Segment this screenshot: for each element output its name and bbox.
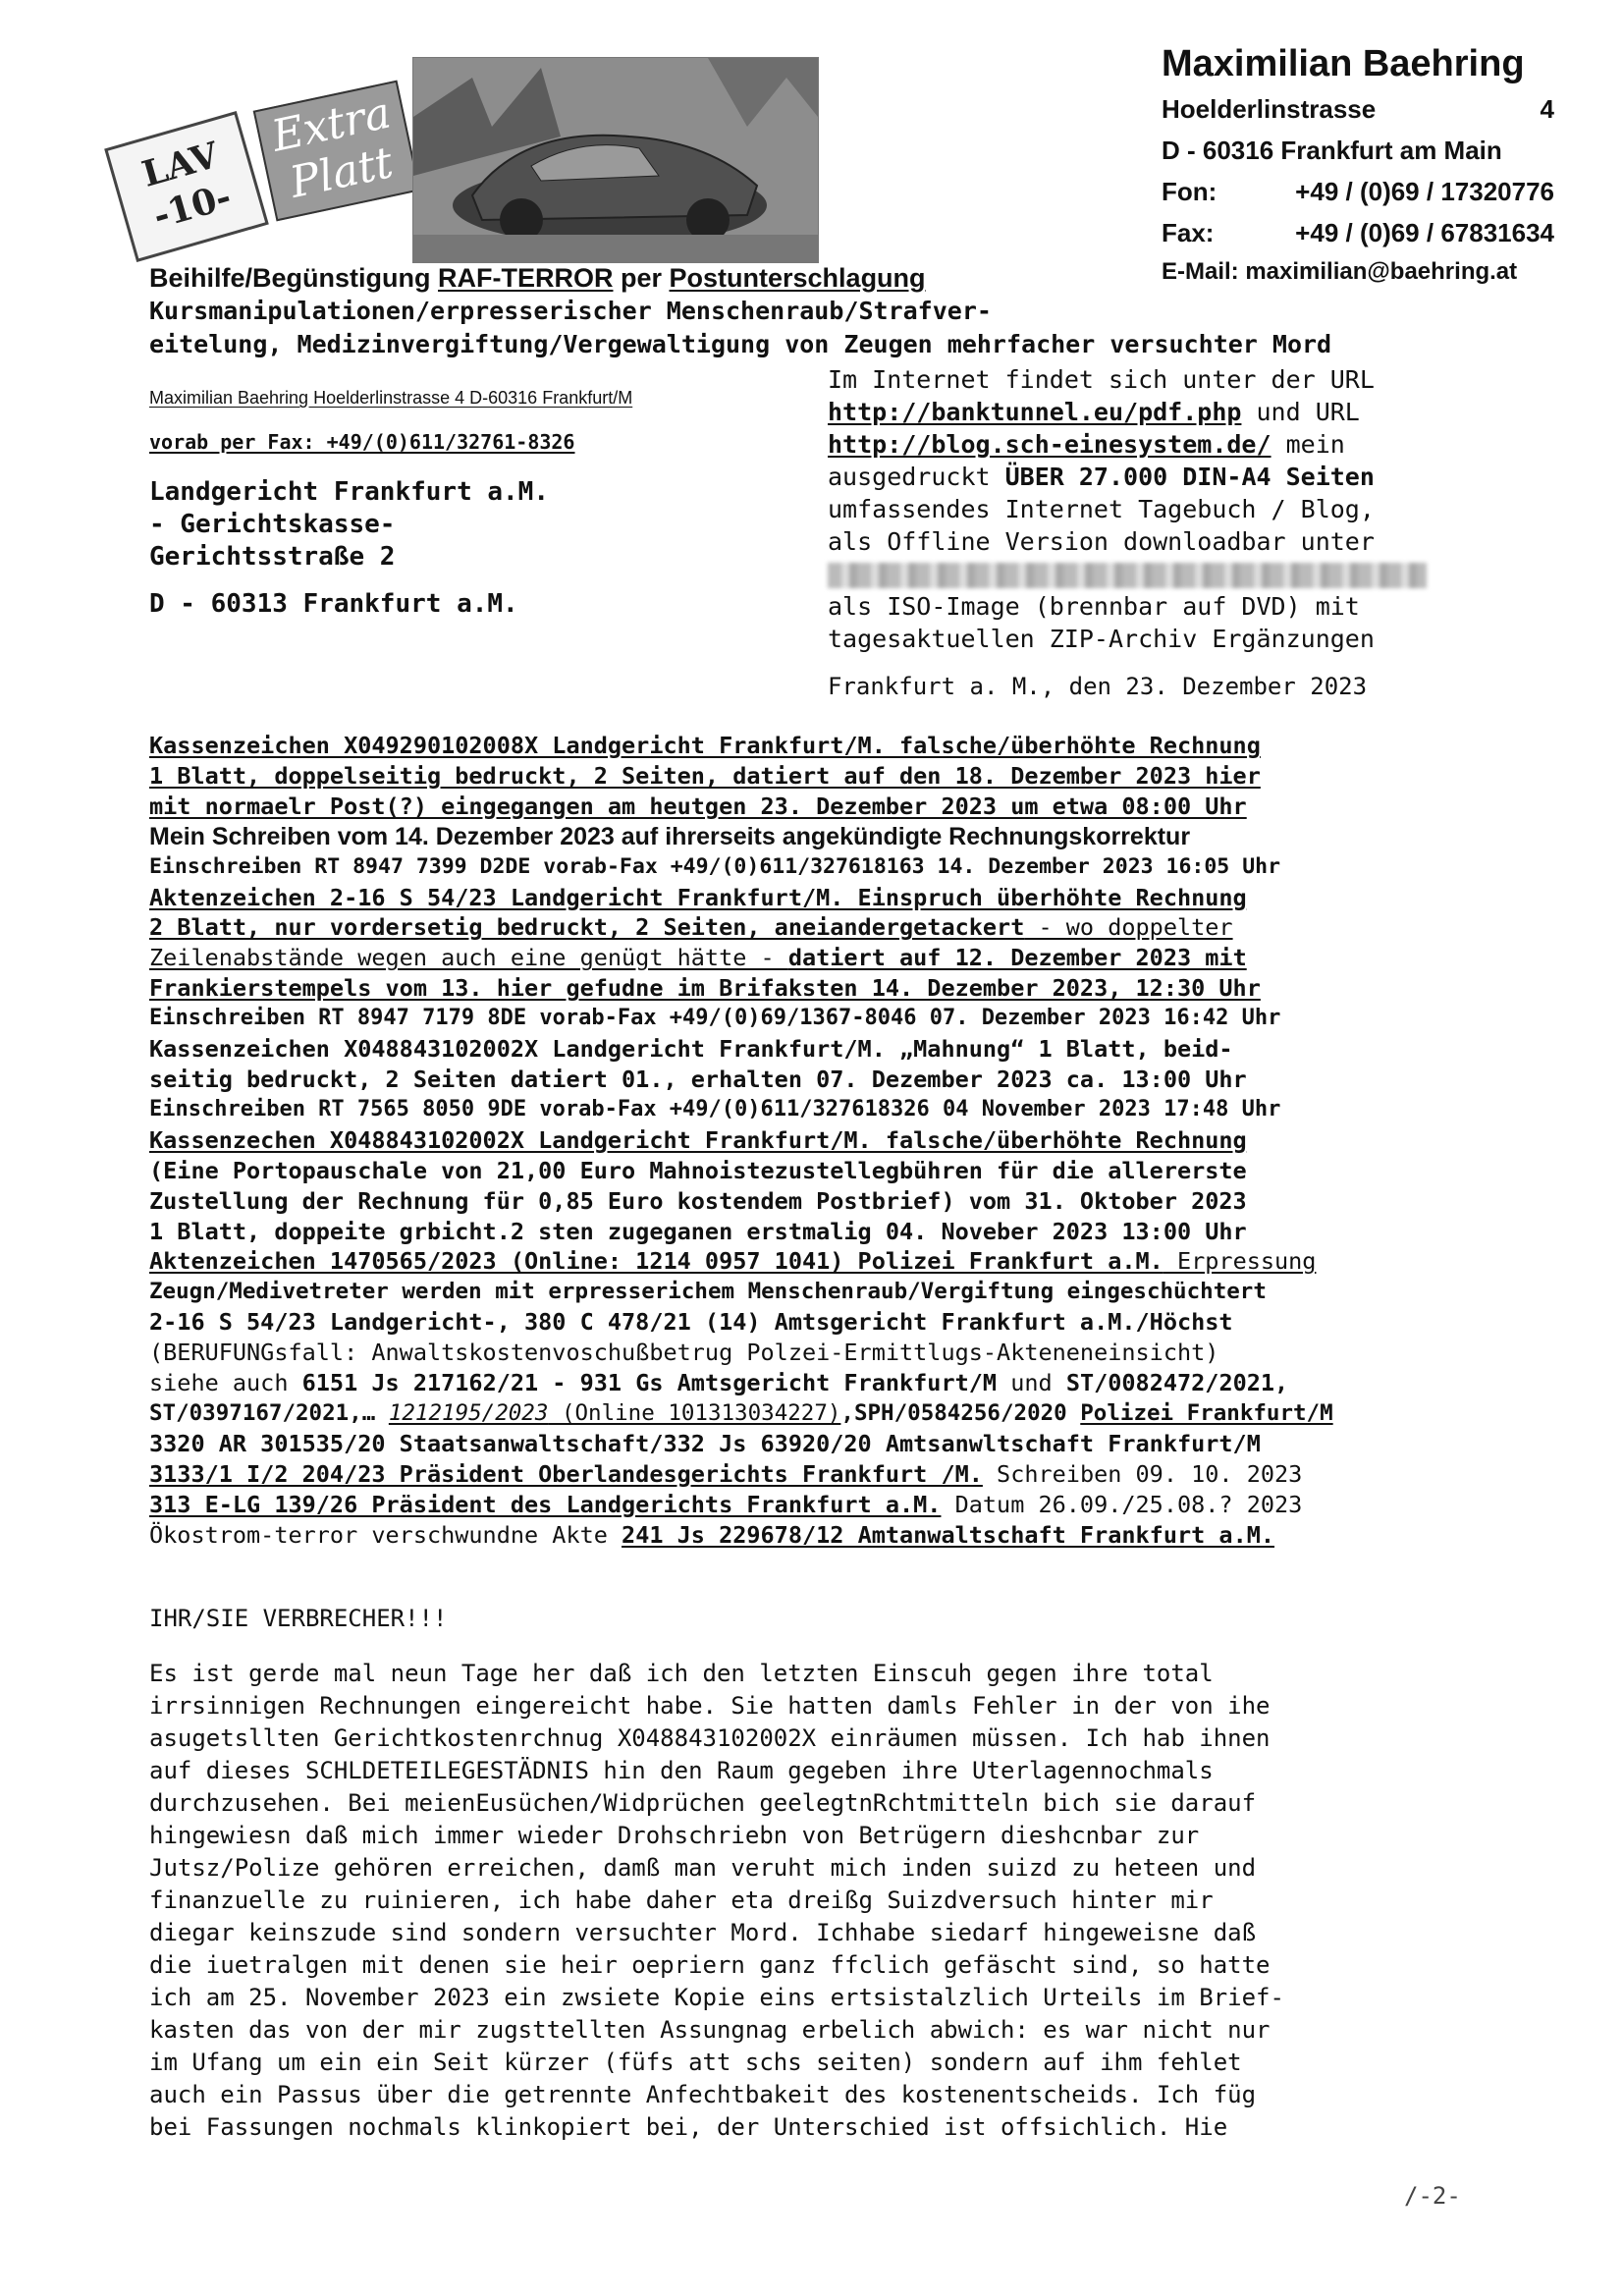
page-number: /-2- (1404, 2182, 1461, 2210)
ref-line (149, 943, 1485, 973)
sender-fon-line (1162, 171, 1554, 212)
ref-part: ,SPH/0584256/2020 (840, 1399, 1081, 1426)
subject-raf-terror: RAF-TERROR (438, 263, 614, 293)
url-banktunnel-link[interactable]: http://banktunnel.eu/pdf.php (828, 398, 1242, 426)
body-line: asugetsllten Gerichtkostenrchnug X048843102002X einräumen müssen. Ich hab ihnen (149, 1724, 1271, 1752)
subject-block (149, 261, 1485, 361)
recipient-line-2: - Gerichtskasse- (149, 510, 396, 539)
subject-postunterschlagung: Postunterschlagung (669, 263, 926, 293)
info-page-count: ÜBER 27.000 DIN-A4 Seiten (1004, 463, 1375, 491)
lav-logo-text: LAV -10- (137, 134, 237, 238)
sender-fax-line (1162, 212, 1554, 253)
info-line-2 (828, 396, 1476, 428)
ref-line: (Eine Portopauschale von 21,00 Euro Mahnoistezustellegbühren für die allererste (149, 1156, 1247, 1184)
ref-part: - wo doppelter (1024, 913, 1233, 942)
ref-line (149, 1520, 1485, 1551)
sender-name: Maximilian Baehring (1162, 43, 1525, 84)
info-text: ausgedruckt (828, 463, 1005, 491)
info-text: mein (1271, 430, 1345, 459)
date-line: Frankfurt a. M., den 23. Dezember 2023 (828, 673, 1368, 700)
info-line-5: umfassendes Internet Tagebuch / Blog, (828, 495, 1375, 523)
info-line-7 (828, 558, 1476, 590)
subject-line-2: Kursmanipulationen/erpresserischer Menschenraub/Strafver- (149, 297, 992, 325)
info-line-9: tagesaktuellen ZIP-Archiv Ergänzungen (828, 625, 1375, 653)
ref-part: Polizei Frankfurt/M (1080, 1399, 1333, 1426)
info-line-4 (828, 461, 1476, 493)
ref-line: Zeugn/Medivetreter werden mit erpresserichem Menschenraub/Vergiftung eingeschüchtert (149, 1279, 1267, 1305)
subject-line-1 (149, 261, 1485, 295)
ref-line: Kassenzechen X048843102002X Landgericht Frankfurt/M. falsche/überhöhte Rechnung (149, 1125, 1247, 1154)
body-line: durchzusehen. Bei meienEusüchen/Widprüchen geelegtnRchtmitteln bich sie darauf (149, 1789, 1257, 1817)
ref-line (149, 1398, 1485, 1429)
info-line-1: Im Internet findet sich unter der URL (828, 365, 1375, 394)
ref-part: datiert auf 12. Dezember 2023 mit (787, 944, 1247, 972)
info-line-6: als Offline Version downloadbar unter (828, 527, 1375, 556)
ref-line: Kassenzeichen X048843102002X Landgericht Frankfurt/M. „Mahnung“ 1 Blatt, beid- (149, 1035, 1233, 1064)
ref-line: 3320 AR 301535/20 Staatsanwaltschaft/332 Js 63920/20 Amtsanwltschaft Frankfurt/M (149, 1429, 1261, 1457)
body-line: kasten das von der mir zugsttellten Assungnag erbelich abwich: es war nicht nur (149, 2016, 1271, 2044)
ref-part: Erpressung (1163, 1247, 1317, 1276)
recipient-block (149, 476, 549, 574)
ref-part: und (997, 1369, 1066, 1397)
ref-part: siehe auch (149, 1369, 302, 1397)
ref-line (149, 1490, 1485, 1520)
body-line: auch ein Passus über die getrennte Anfechtbakeit des kostenentscheids. Ich füg (149, 2081, 1257, 2108)
sender-fax: +49 / (0)69 / 67831634 (1295, 218, 1554, 247)
sender-street-line (1162, 88, 1554, 130)
sender-block (1162, 39, 1554, 291)
info-line-3 (828, 428, 1476, 461)
sender-fon-label: Fon: (1162, 177, 1217, 206)
ref-line: Zustellung der Rechnung für 0,85 Euro kostendem Postbrief) vom 31. Oktober 2023 (149, 1186, 1247, 1215)
ref-line: Einschreiben RT 7565 8050 9DE vorab-Fax +49/(0)611/327618326 04 November 2023 17:48 Uhr (149, 1096, 1281, 1121)
ref-line: Mein Schreiben vom 14. Dezember 2023 auf ihrerseits angekündigte Rechnungskorrektur (149, 822, 1191, 850)
extra-platt-logo-text: Extra Platt (267, 87, 398, 208)
ref-part: 6151 Js 217162/21 - 931 Gs Amtsgericht Frankfurt/M (301, 1369, 998, 1397)
sender-house-no: 4 (1540, 94, 1554, 124)
body-line: Es ist gerde mal neun Tage her daß ich den letzten Einscuh gegen ihre total (149, 1660, 1214, 1687)
ref-line (149, 912, 1485, 943)
ref-line: 1 Blatt, doppeite grbicht.2 sten zugeganen erstmalig 04. Noveber 2023 13:00 Uhr (149, 1217, 1247, 1245)
ref-line: seitig bedruckt, 2 Seiten datiert 01., erhalten 07. Dezember 2023 ca. 13:00 Uhr (149, 1065, 1247, 1093)
ref-line (149, 1459, 1485, 1490)
blurred-url (828, 563, 1427, 588)
ref-part: ST/0082472/2021, (1065, 1369, 1289, 1397)
return-address: Maximilian Baehring Hoelderlinstrasse 4 D-60316 Frankfurt/M (149, 388, 633, 408)
car-wreck-image (413, 58, 818, 262)
subject-line-3: eitelung, Medizinvergiftung/Vergewaltigung von Zeugen mehrfacher versuchter Mord (149, 330, 1332, 358)
body-line: die iuetralgen mit denen sie heir oepriern ganz ffclich gefäscht sind, so hatte (149, 1951, 1271, 1979)
ref-part: 241 Js 229678/12 Amtanwaltschaft Frankfurt a.M. (622, 1520, 1275, 1549)
recipient-city: D - 60313 Frankfurt a.M. (149, 589, 518, 619)
ref-part: Schreiben 09. 10. 2023 (982, 1459, 1303, 1488)
ref-line: Aktenzeichen 2-16 S 54/23 Landgericht Frankfurt/M. Einspruch überhöhte Rechnung (149, 883, 1247, 911)
ref-line: Frankierstempels vom 13. hier gefudne im Brifaksten 14. Dezember 2023, 12:30 Uhr (149, 974, 1261, 1003)
body-line: Jutsz/Polize gehören erreichen, damß man veruht mich inden suizd zu heteen und (149, 1854, 1257, 1882)
ref-line: Kassenzeichen X049290102008X Landgericht Frankfurt/M. falsche/überhöhte Rechnung (149, 732, 1261, 759)
sender-fon: +49 / (0)69 / 17320776 (1295, 177, 1554, 206)
fax-prefix: vorab per Fax: +49/(0)611/32761-8326 (149, 430, 575, 454)
ref-line: (BERUFUNGsfall: Anwaltskostenvoschußbetrug Polzei-Ermittlugs-Akteneneinsicht) (149, 1339, 1219, 1367)
ref-part: 313 E-LG 139/26 Präsident des Landgerichts Frankfurt a.M. (149, 1490, 942, 1518)
recipient-line-3: Gerichtsstraße 2 (149, 542, 396, 572)
body-line: bei Fassungen nochmals klinkopiert bei, der Unterschied ist offsichlich. Hie (149, 2113, 1228, 2141)
info-line-8: als ISO-Image (brennbar auf DVD) mit (828, 592, 1360, 621)
ref-part: Ökostrom-terror verschwundne Akte (149, 1520, 622, 1549)
body-line: irrsinnigen Rechnungen eingereicht habe. Sie hatten damls Fehler in der von ihe (149, 1692, 1271, 1720)
car-wreck-photo (412, 57, 819, 263)
greeting: IHR/SIE VERBRECHER!!! (149, 1605, 448, 1632)
body-line: im Ufang um ein ein Seit kürzer (füfs att schs seiten) sondern auf ihm fehlet (149, 2049, 1242, 2076)
body-text (149, 1658, 1485, 2144)
body-line: finanzuelle zu ruinieren, ich habe daher eta dreißg Suizdversuch hinter mir (149, 1886, 1214, 1914)
references-block (149, 731, 1485, 1550)
ref-line: Einschreiben RT 8947 7179 8DE vorab-Fax +49/(0)69/1367-8046 07. Dezember 2023 16:42 Uhr (149, 1006, 1281, 1031)
subject-part: Beihilfe/Begünstigung (149, 263, 438, 293)
ref-line (149, 1368, 1485, 1398)
body-line: diegar keinszude sind sondern versuchter Mord. Ichhabe siedarf hingeweisne daß (149, 1919, 1257, 1946)
ref-part: Aktenzeichen 1470565/2023 (Online: 1214 0957 1041) Polizei Frankfurt a.M. (149, 1247, 1163, 1276)
url-blog-link[interactable]: http://blog.sch-einesystem.de/ (828, 430, 1271, 459)
ref-line: mit normaelr Post(?) eingegangen am heutgen 23. Dezember 2023 um etwa 08:00 Uhr (149, 792, 1247, 820)
subject-part: per (613, 263, 670, 293)
body-line: auf dieses SCHLDETEILEGESTÄDNIS hin den Raum gegeben ihre Uterlagennochmals (149, 1757, 1214, 1784)
ref-line (149, 1246, 1485, 1277)
ref-part: Datum 26.09./25.08.? 2023 (941, 1490, 1303, 1518)
ref-part: Zeilenabstände wegen auch eine genügt hätte - (149, 944, 788, 972)
ref-part: 3133/1 I/2 204/23 Präsident Oberlandesgerichts Frankfurt /M. (149, 1459, 983, 1488)
ref-part: (Online 101313034227) (548, 1399, 841, 1426)
sender-city-text: D - 60316 Frankfurt am Main (1162, 136, 1502, 165)
info-block (828, 363, 1476, 655)
sender-fax-label: Fax: (1162, 218, 1215, 247)
body-line: ich am 25. November 2023 ein zwsiete Kopie eins ertsistalzlich Urteils im Brief- (149, 1984, 1284, 2011)
sender-street: Hoelderlinstrasse (1162, 94, 1377, 124)
recipient-line-1: Landgericht Frankfurt a.M. (149, 477, 549, 507)
sender-email: E-Mail: maximilian@baehring.at (1162, 258, 1518, 285)
body-line: hingewiesn daß mich immer wieder Drohschriebn von Betrügern dieshcnbar zur (149, 1822, 1200, 1849)
ref-line: 2-16 S 54/23 Landgericht-, 380 C 478/21 (14) Amtsgericht Frankfurt a.M./Höchst (149, 1308, 1233, 1337)
ref-part: ST/0397167/2021,… (149, 1399, 389, 1426)
ref-line: 1 Blatt, doppelseitig bedruckt, 2 Seiten, datiert auf den 18. Dezember 2023 hier (149, 761, 1261, 790)
ref-part: 2 Blatt, nur vordersetig bedruckt, 2 Seiten, aneiandergetackert (149, 913, 1025, 942)
sender-city (1162, 130, 1554, 171)
info-text: und URL (1241, 398, 1360, 426)
ref-part: 1212195/2023 (388, 1399, 549, 1426)
ref-line: Einschreiben RT 8947 7399 D2DE vorab-Fax +49/(0)611/327618163 14. Dezember 2023 16:05 Uhr (149, 853, 1281, 879)
